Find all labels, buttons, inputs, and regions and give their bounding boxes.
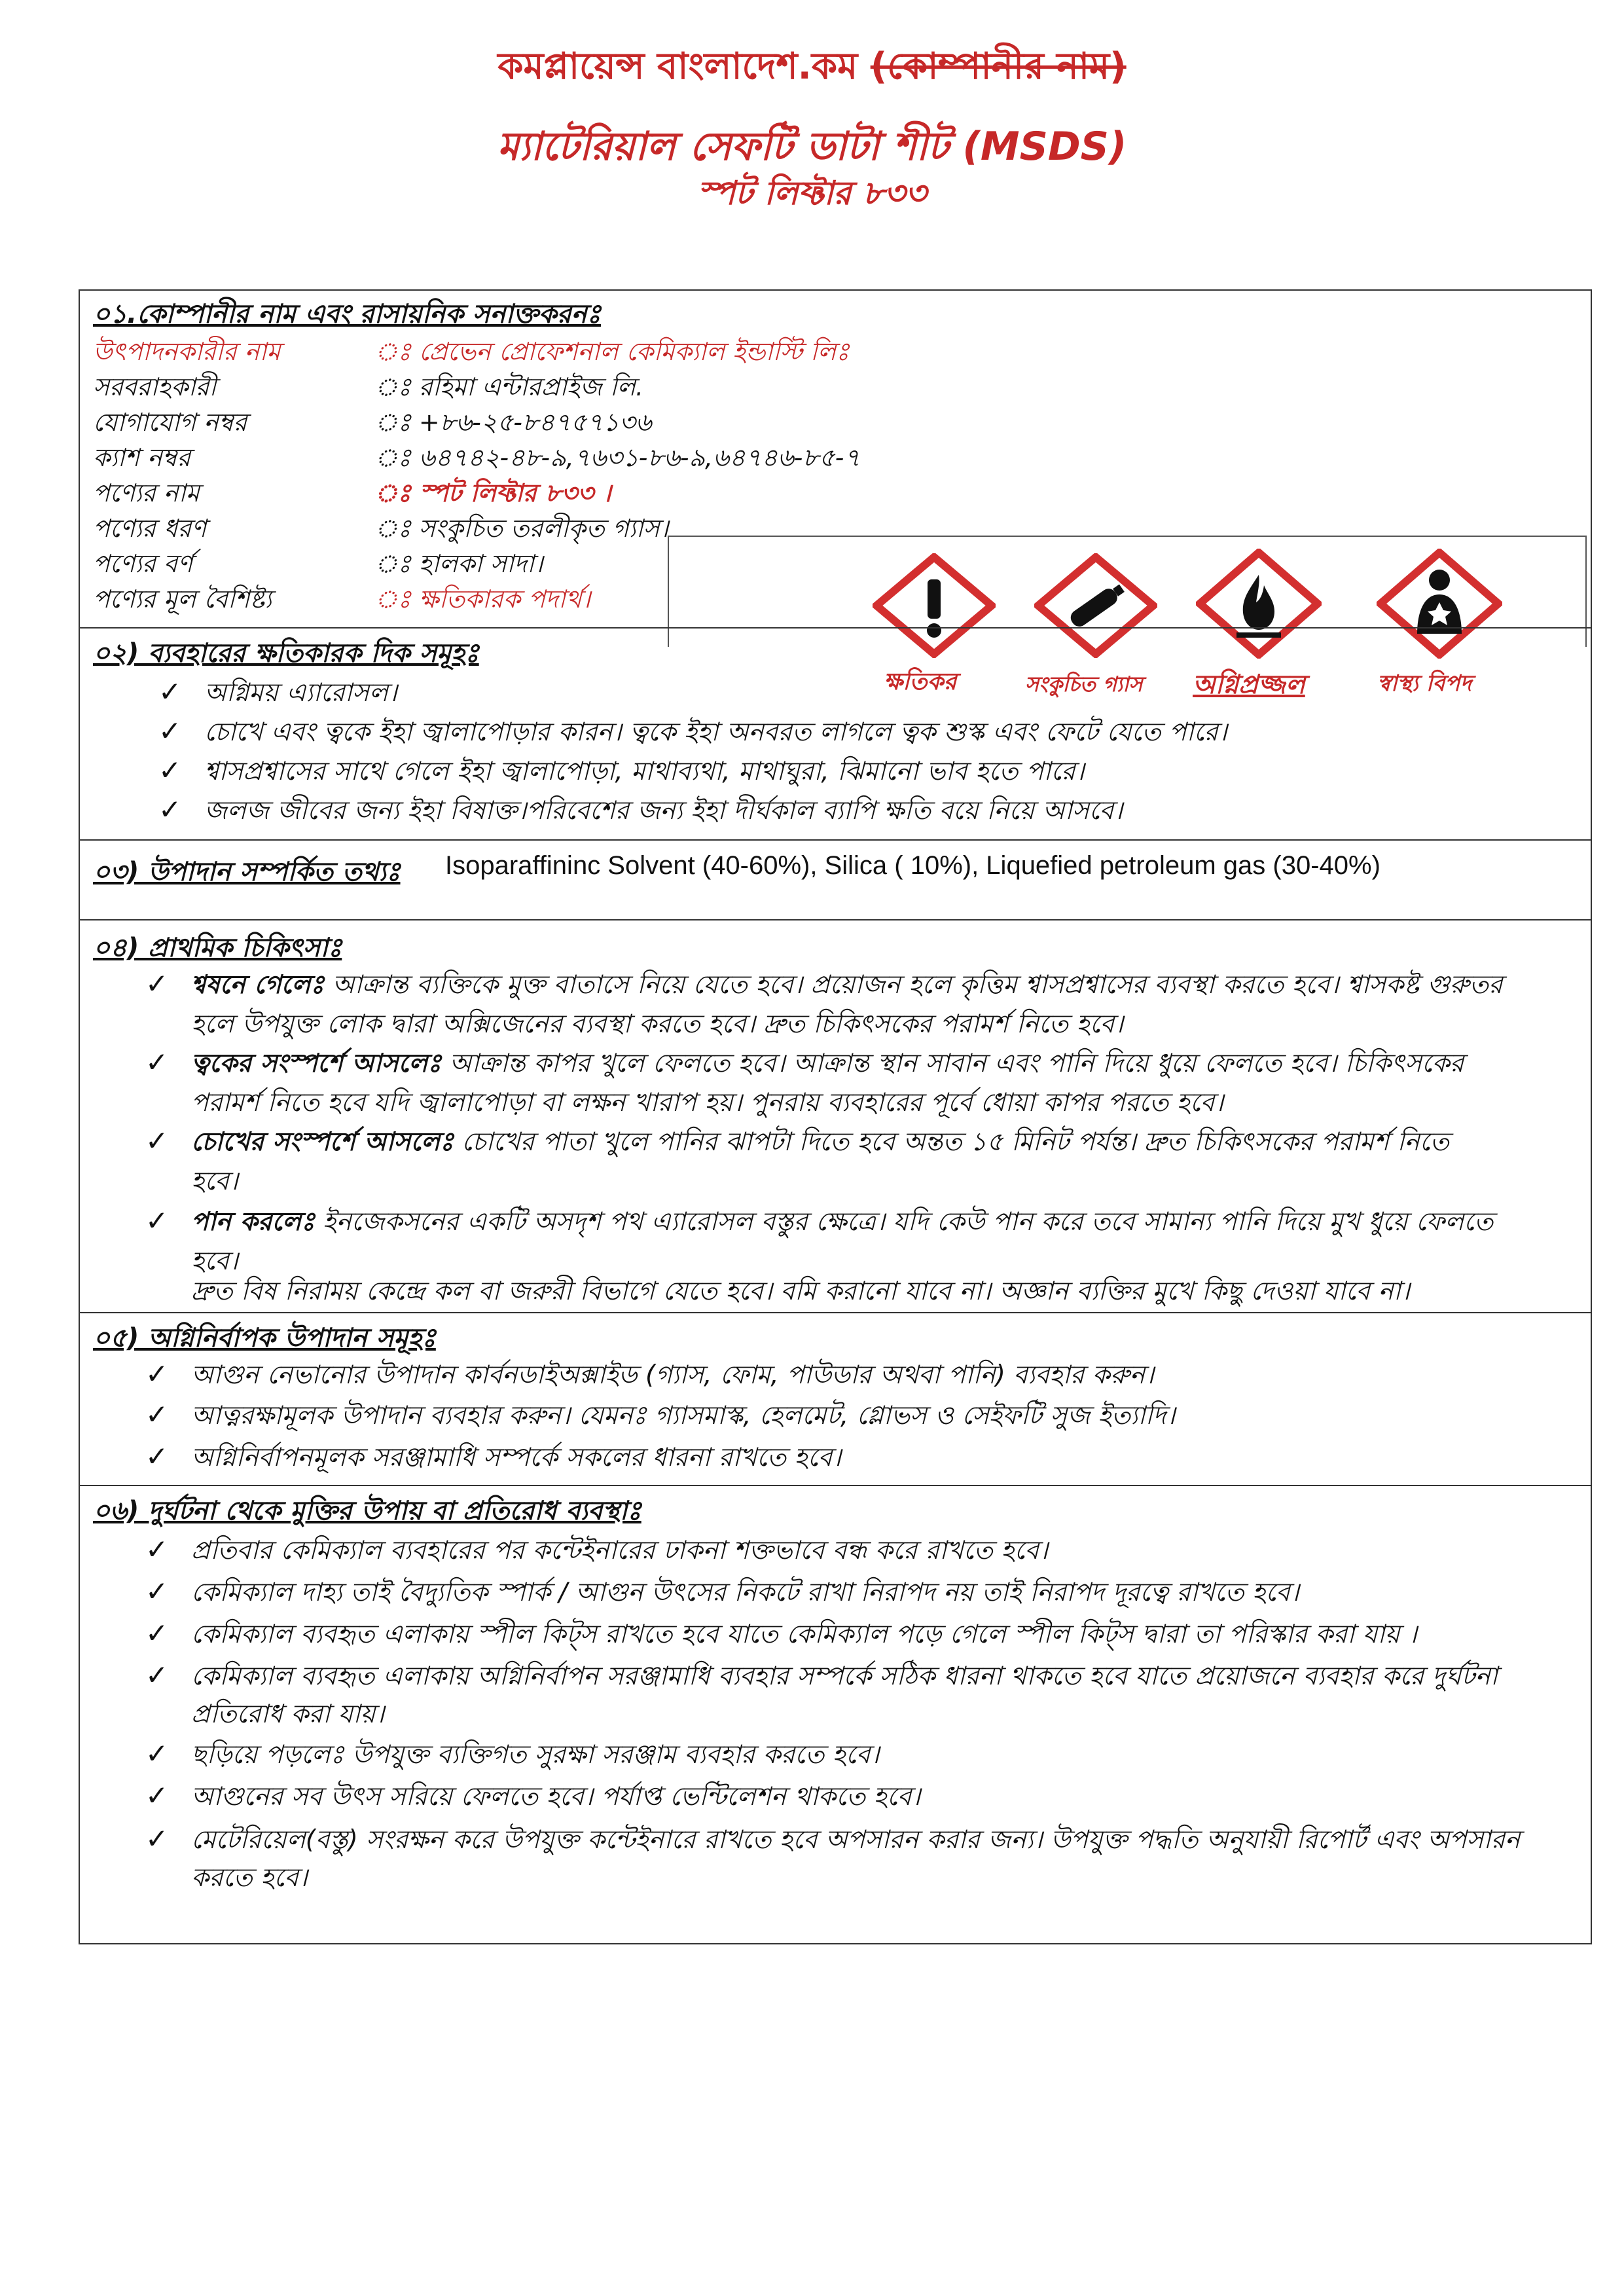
id-label: পণ্যের ধরণ: [93, 514, 207, 543]
product-title: স্পট লিফ্টার ৮৩৩: [697, 174, 927, 212]
first-aid-text: আক্রান্ত কাপর খুলে ফেলতে হবে। আক্রান্ত স্থান সাবান এবং পানি দিয়ে ধুয়ে ফেলতে হবে। চিকিৎসকের: [441, 1049, 1464, 1078]
list-item: কেমিক্যাল ব্যবহৃত এলাকায় অগ্নিনির্বাপন সরঞ্জামাধি ব্যবহার সম্পর্কে সঠিক ধারনা থাকতে হবে যাতে প্রয়োজনে ব্যবহার করে দুর্ঘটনা: [191, 1662, 1498, 1691]
list-item: [191, 1123, 1449, 1161]
check-icon: ✓: [145, 1046, 169, 1078]
id-value: ঃ +৮৬-২৫-৮৪৭৫৭১৩৬: [374, 408, 652, 437]
list-item: কেমিক্যাল দাহ্য তাই বৈদ্যুতিক স্পার্ক / আগুন উৎসের নিকটে রাখা নিরাপদ নয় তাই নিরাপদ দূরত্বে রাখতে হবে।: [191, 1578, 1299, 1607]
id-label: পণ্যের মূল বৈশিষ্ট্য: [93, 585, 272, 613]
list-item: [191, 1045, 1464, 1083]
first-aid-text: চোখের পাতা খুলে পানির ঝাপটা দিতে হবে অন্তত ১৫ মিনিট পর্যন্ত। দ্রুত চিকিৎসকের পরামর্শ নিতে: [453, 1127, 1449, 1157]
first-aid-lead: পান করলেঃ: [191, 1207, 315, 1237]
check-icon: ✓: [145, 1575, 169, 1607]
list-item: চোখে এবং ত্বকে ইহা জ্বালাপোড়ার কারন। ত্বকে ইহা অনবরত লাগলে ত্বক শুস্ক এবং ফেটে যেতে পারে।: [204, 718, 1227, 747]
list-item-continuation: পরামর্শ নিতে হবে যদি জ্বালাপোড়া বা লক্ষন খারাপ হয়। পুনরায় ব্যবহারের পূর্বে ধোয়া কাপর পরতে হবে।: [191, 1088, 1224, 1118]
list-item: আগুনের সব উৎস সরিয়ে ফেলতে হবে। পর্যাপ্ত ভেন্টিলেশন থাকতে হবে।: [191, 1782, 921, 1812]
list-item-continuation: হবে।: [191, 1167, 238, 1196]
check-icon: ✓: [145, 1205, 169, 1237]
id-label: পণ্যের বর্ণ: [93, 549, 193, 578]
check-icon: ✓: [145, 1125, 169, 1157]
list-item: প্রতিবার কেমিক্যাল ব্যবহারের পর কন্টেইনারের ঢাকনা শক্তভাবে বন্ধ করে রাখতে হবে।: [191, 1536, 1049, 1565]
first-aid-text: আক্রান্ত ব্যক্তিকে মুক্ত বাতাসে নিয়ে যেতে হবে। প্রয়োজন হলে কৃত্তিম শ্বাসপ্রশ্বাসের ব্যবস্থা করতে হবে। শ্বাসকষ্ট গুরুতর: [324, 970, 1503, 1000]
list-item: শ্বাসপ্রশ্বাসের সাথে গেলে ইহা জ্বালাপোড়া, মাথাব্যথা, মাথাঘুরা, ঝিমানো ভাব হতে পারে।: [204, 757, 1085, 786]
id-label: ক্যাশ নম্বর: [93, 443, 191, 472]
list-item: মেটেরিয়েল(বস্তু) সংরক্ষন করে উপযুক্ত কন্টেইনারে রাখতে হবে অপসারন করার জন্য। উপযুক্ত পদ্ধতি অনুযায়ী রিপোর্ট এবং অপসারন: [191, 1825, 1521, 1855]
first-aid-lead: ত্বকের সংস্পর্শে আসলেঃ: [191, 1049, 442, 1078]
pictogram-label: ক্ষতিকর: [884, 668, 957, 695]
document-title: ম্যাটেরিয়াল সেফটি ডাটা শীট (MSDS): [497, 124, 1127, 170]
gas-cylinder-icon: [1034, 553, 1157, 658]
health-hazard-icon: [1377, 549, 1502, 659]
id-value: ঃ রহিমা এন্টারপ্রাইজ লি.: [374, 373, 644, 401]
id-value: ঃ ক্ষতিকারক পদার্থ।: [374, 585, 591, 613]
list-item: জলজ জীবের জন্য ইহা বিষাক্ত।পরিবেশের জন্য ইহা দীর্ঘকাল ব্যাপি ক্ষতি বয়ে নিয়ে আসবে।: [204, 796, 1123, 826]
check-icon: ✓: [158, 793, 182, 826]
check-icon: ✓: [145, 1659, 169, 1691]
check-icon: ✓: [145, 1779, 169, 1812]
company-name: কমপ্লায়েন্স বাংলাদেশ.কম: [497, 45, 858, 88]
id-label: উৎপাদনকারীর নাম: [93, 337, 281, 366]
id-value: ঃ সংকুচিত তরলীকৃত গ্যাস।: [374, 514, 669, 543]
id-value: ঃ ৬৪৭৪২-৪৮-৯,৭৬৩১-৮৬-৯,৬৪৭৪৬-৮৫-৭: [374, 443, 861, 472]
check-icon: ✓: [145, 1533, 169, 1565]
section-2-title: ০২) ব্যবহারের ক্ষতিকারক দিক সমূহঃ: [93, 638, 479, 668]
list-item: [191, 966, 1502, 1004]
section-divider: [79, 627, 1592, 629]
section-divider: [79, 1312, 1592, 1313]
section-5-title: ০৫) অগ্নিনির্বাপক উপাদান সমূহঃ: [93, 1323, 436, 1353]
list-item: কেমিক্যাল ব্যবহৃত এলাকায় স্পীল কিট্স রাখতে হবে যাতে কেমিক্যাল পড়ে গেলে স্পীল কিট্স দ্বারা তা পরিস্কার করা যায় ।: [191, 1620, 1417, 1649]
id-value: ঃ হালকা সাদা।: [374, 549, 543, 578]
list-item: অগ্নিনির্বাপনমূলক সরঞ্জামাধি সম্পর্কে সকলের ধারনা রাখতে হবে।: [191, 1443, 842, 1472]
flame-icon: [1196, 549, 1322, 659]
list-item: [191, 1203, 1493, 1241]
check-icon: ✓: [145, 1440, 169, 1472]
section-1-title: ০১.কোম্পানীর নাম এবং রাসায়নিক সনাক্তকরনঃ: [93, 299, 601, 329]
list-item: ছড়িয়ে পড়লেঃ উপযুক্ত ব্যক্তিগত সুরক্ষা সরঞ্জাম ব্যবহার করতে হবে।: [191, 1740, 880, 1770]
check-icon: ✓: [158, 676, 182, 708]
list-item-continuation: করতে হবে।: [191, 1863, 308, 1893]
first-aid-lead: শ্বষনে গেলেঃ: [191, 970, 325, 1000]
id-value: ঃ স্পট লিফ্টার ৮৩৩ ।: [374, 479, 611, 507]
check-icon: ✓: [158, 715, 182, 747]
id-value: ঃ প্রেভেন প্রোফেশনাল কেমিক্যাল ইন্ডাস্টি লিঃ: [374, 337, 850, 366]
section-4-title: ০৪) প্রাথমিক চিকিৎসাঃ: [93, 933, 342, 963]
section-3-title: ০৩) উপাদান সম্পর্কিত তথ্যঃ: [93, 857, 401, 887]
id-label: যোগাযোগ নম্বর: [93, 408, 247, 437]
check-icon: ✓: [145, 1617, 169, 1649]
list-item: অগ্নিময় এ্যারোসল।: [204, 678, 397, 708]
check-icon: ✓: [145, 968, 169, 1000]
id-label: পণ্যের নাম: [93, 479, 200, 507]
check-icon: ✓: [145, 1358, 169, 1390]
check-icon: ✓: [145, 1398, 169, 1430]
company-heading: [0, 38, 1624, 100]
exclamation-icon: [873, 553, 996, 658]
check-icon: ✓: [145, 1738, 169, 1770]
section-divider: [79, 1485, 1592, 1486]
pictogram-label: সংকুচিত গ্যাস: [1025, 672, 1143, 697]
check-icon: ✓: [145, 1823, 169, 1855]
first-aid-lead: চোখের সংস্পর্শে আসলেঃ: [191, 1127, 454, 1157]
check-icon: ✓: [158, 754, 182, 786]
pictogram-label: স্বাস্থ্য বিপদ: [1377, 670, 1472, 697]
list-item-continuation: দ্রুত বিষ নিরাময় কেন্দ্রে কল বা জরুরী বিভাগে যেতে হবে। বমি করানো যাবে না। অজ্ঞান ব্যক্তির মুখে কিছু দেওয়া যাবে না।: [191, 1277, 1411, 1306]
composition-text: Isoparaffininc Solvent (40-60%), Silica ( 10%), Liquefied petroleum gas (30-40%): [445, 851, 1380, 880]
section-divider: [79, 839, 1592, 841]
company-name-placeholder: (কোম্পানীর নাম): [870, 45, 1127, 88]
section-divider: [79, 919, 1592, 920]
id-label: সরবরাহকারী: [93, 373, 217, 401]
section-6-title: ০৬) দুর্ঘটনা থেকে মুক্তির উপায় বা প্রতিরোধ ব্যবস্থাঃ: [93, 1496, 641, 1526]
first-aid-text: ইনজেকসনের একটি অসদৃশ পথ এ্যারোসল বস্তুর ক্ষেত্রে। যদি কেউ পান করে তবে সামান্য পানি দিয়ে মুখ ধুয়ে ফেলতে: [314, 1207, 1494, 1237]
list-item-continuation: হলে উপযুক্ত লোক দ্বারা অক্সিজেনের ব্যবস্থা করতে হবে। দ্রুত চিকিৎসকের পরামর্শ নিতে হবে।: [191, 1010, 1124, 1039]
pictogram-label: অগ্নিপ্রজ্জল: [1193, 670, 1305, 700]
list-item: আগুন নেভানোর উপাদান কার্বনডাইঅক্সাইড (গ্যাস, ফোম, পাউডার অথবা পানি) ব্যবহার করুন।: [191, 1360, 1155, 1390]
list-item-continuation: হবে।: [191, 1247, 238, 1276]
list-item-continuation: প্রতিরোধ করা যায়।: [191, 1700, 385, 1729]
list-item: আত্নরক্ষামূলক উপাদান ব্যবহার করুন। যেমনঃ গ্যাসমাস্ক, হেলমেট, গ্লোভস ও সেইফটি সুজ ইত্যাদি।: [191, 1401, 1176, 1430]
